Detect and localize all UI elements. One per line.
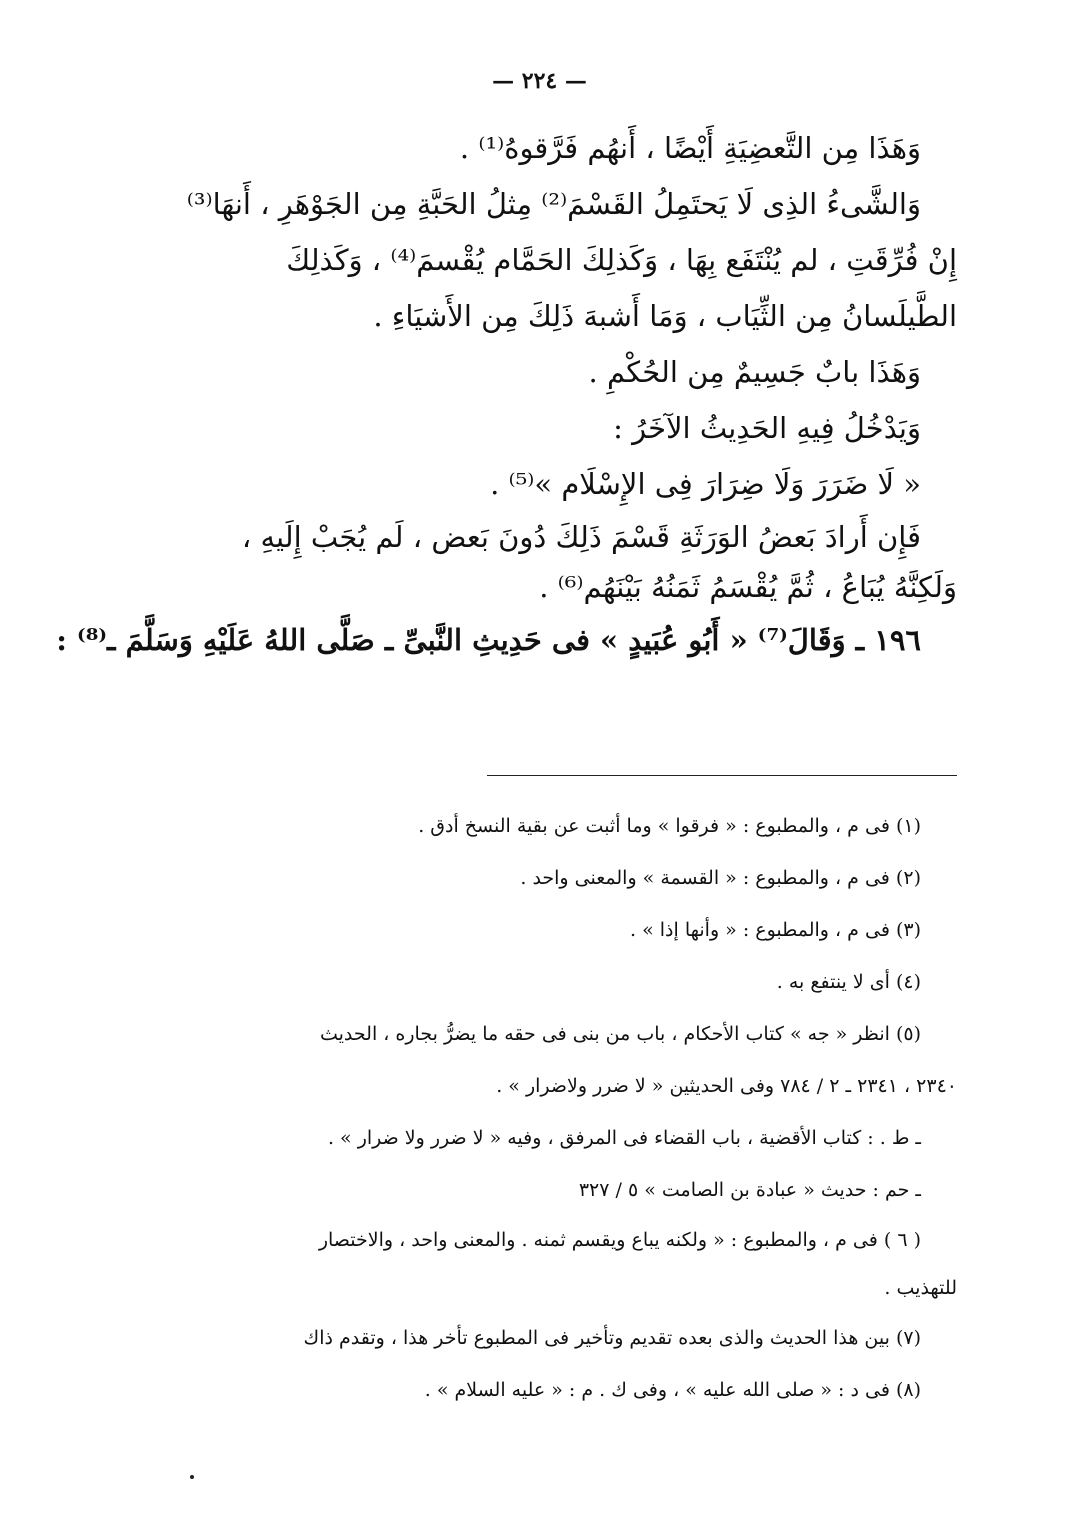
text-line: وَهَذَا بابٌ جَسِيمٌ مِن الحُكْمِ . [588, 355, 921, 389]
footnote-6-continued: للتهذيب . [884, 1277, 957, 1299]
scan-speck [190, 1475, 194, 1479]
footnote-2: (٢) فى م ، والمطبوع : « القسمة » والمعنى واحد . [520, 867, 921, 889]
text-line: فَإِن أَرادَ بَعضُ الوَرَثَةِ قَسْمَ ذَلِكَ دُونَ بَعض ، لَم يُجَبْ إِلَيهِ ، [241, 520, 921, 554]
footnote-6: ( ٦ ) فى م ، والمطبوع : « ولكنه يباع ويقسم ثمنه . والمعنى واحد ، والاختصار [318, 1229, 921, 1251]
footnote-8: (٨) فى د : « صلى الله عليه » ، وفى ك . م : « عليه السلام » . [424, 1379, 921, 1401]
page-number: — ٢٢٤ — [492, 68, 587, 94]
footnote-7: (٧) بين هذا الحديث والذى بعده تقديم وتأخير فى المطبوع تأخر هذا ، وتقدم ذاك [303, 1327, 921, 1349]
text-line: إِنْ فُرِّقَتِ ، لم يُنْتَفَع بِهَا ، وَكَذلِكَ الحَمَّام يُقْسمَ⁽⁴⁾ ، وَكَذلِكَ [286, 243, 957, 277]
text-line: وَلَكِنَّهُ يُبَاعُ ، ثُمَّ يُقْسَمُ ثَمَنُهُ بَيْنَهُم⁽⁶⁾ . [539, 570, 957, 604]
main-text [56, 120, 957, 668]
text-line: الطَّيلَسانُ مِن الثِّيَاب ، وَمَا أَشبهَ ذَلِكَ مِن الأَشيَاءِ . [373, 299, 957, 333]
footnote-5-continued: ٢٣٤٠ ، ٢٣٤١ ـ ٢ / ٧٨٤ وفى الحديثين « لا ضرر ولاضرار » . [496, 1075, 957, 1097]
footnote-5-ref-hm: ـ حم : حديث « عبادة بن الصامت » ٥ / ٣٢٧ [578, 1179, 921, 1201]
footnote-4: (٤) أى لا ينتفع به . [776, 971, 921, 993]
footnote-separator [487, 775, 957, 776]
text-line: وَهَذَا مِن التَّعضِيَةِ أَيْضًا ، أَنهُم فَرَّقوهُ⁽¹⁾ . [459, 131, 921, 165]
footnote-5-ref-ta: ـ ط . : كتاب الأقضية ، باب القضاء فى المرفق ، وفيه « لا ضرر ولا ضرار » . [327, 1127, 921, 1149]
footnote-1: (١) فى م ، والمطبوع : « فرقوا » وما أثبت عن بقية النسخ أدق . [418, 815, 921, 837]
text-line: وَالشَّىءُ الذِى لَا يَحتَمِلُ القَسْمَ⁽²⁾ مِثلُ الحَبَّةِ مِن الجَوْهَرِ ، أَنهَا⁽³⁾ [186, 187, 921, 221]
footnotes [117, 800, 957, 1416]
section-heading-196: ١٩٦ ـ وَقَالَ⁽⁷⁾ « أَبُو عُبَيدٍ » فى حَدِيثِ النَّبىِّ ـ صَلَّى اللهُ عَلَيْهِ وَسَلَّمَ ـ⁽⁸⁾ : [56, 623, 921, 657]
footnote-5: (٥) انظر « جه » كتاب الأحكام ، باب من بنى فى حقه ما يضرُّ بجاره ، الحديث [319, 1023, 921, 1045]
hadith-quote: « لَا ضَرَرَ وَلَا ضِرَارَ فِى الإِسْلَام »⁽⁵⁾ . [490, 467, 921, 501]
footnote-3: (٣) فى م ، والمطبوع : « وأنها إذا » . [630, 919, 921, 941]
text-line: وَيَدْخُلُ فِيهِ الحَدِيثُ الآخَرُ : [613, 411, 921, 445]
